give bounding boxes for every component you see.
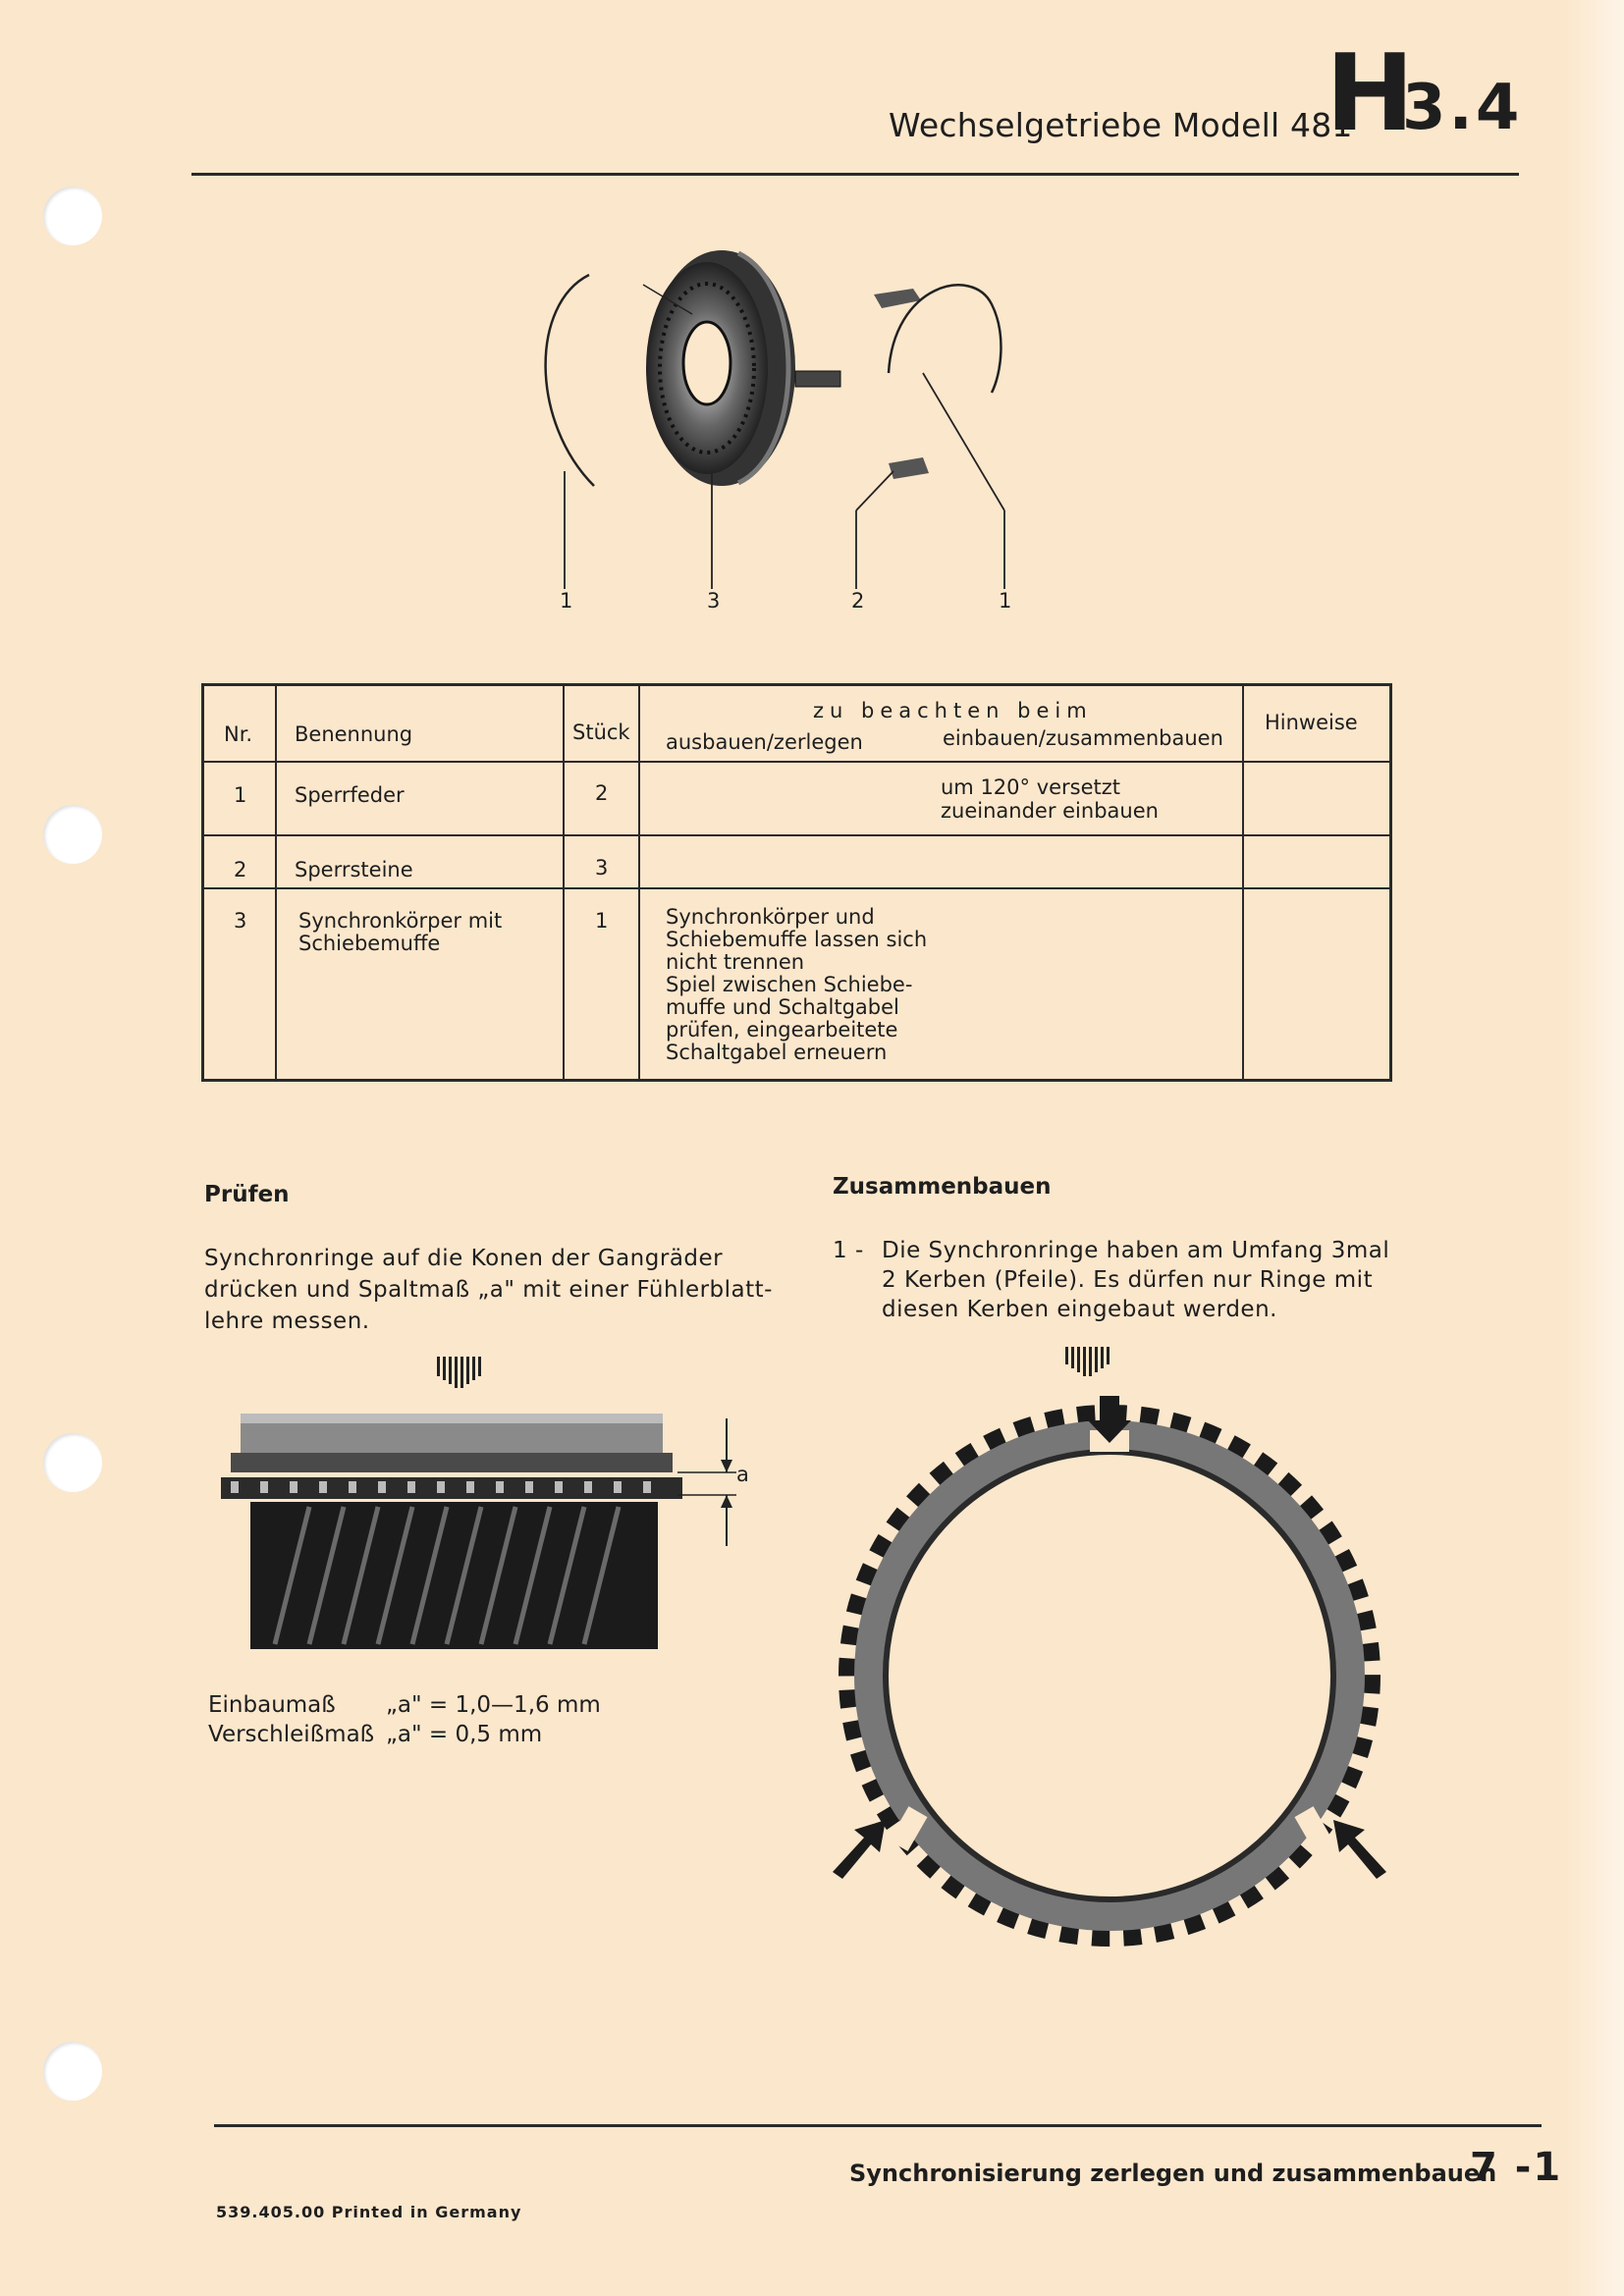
- header-nr: Nr.: [224, 722, 253, 746]
- pruefen-title: Prüfen: [204, 1182, 290, 1207]
- callout-2: 2: [851, 589, 865, 613]
- row3-remove-2: Schiebemuffe lassen sich: [666, 928, 928, 951]
- header-ausbauen: ausbauen/zerlegen: [666, 730, 863, 754]
- row3-remove-5: muffe und Schaltgabel: [666, 995, 899, 1019]
- row3-remove-1: Synchronkörper und: [666, 905, 875, 929]
- punch-hole-1: [43, 187, 102, 245]
- header-stueck: Stück: [572, 721, 630, 744]
- verschleissmass-label: Verschleißmaß: [208, 1722, 375, 1747]
- zusammenbauen-title: Zusammenbauen: [833, 1174, 1052, 1200]
- footer-title: Synchronisierung zerlegen und zusammenbauen: [849, 2160, 1497, 2187]
- verschleissmass-value: „a" = 0,5 mm: [386, 1722, 543, 1747]
- page-edge-shade: [1565, 0, 1624, 2296]
- row1-install-2: zueinander einbauen: [941, 799, 1159, 823]
- row2-qty: 3: [595, 856, 609, 880]
- zusammenbauen-line-1: Die Synchronringe haben am Umfang 3mal: [882, 1238, 1390, 1263]
- footer-rule: [214, 2124, 1542, 2127]
- row3-remove-3: nicht trennen: [666, 950, 805, 974]
- document-title: Wechselgetriebe Modell 481: [889, 106, 1353, 144]
- print-note: 539.405.00 Printed in Germany: [216, 2203, 522, 2221]
- row1-name: Sperrfeder: [295, 783, 405, 807]
- punch-hole-4: [43, 2042, 102, 2101]
- row3-remove-4: Spiel zwischen Schiebe-: [666, 973, 913, 996]
- pruefen-line-1: Synchronringe auf die Konen der Gangräder: [204, 1246, 724, 1271]
- row1-install-1: um 120° versetzt: [941, 775, 1121, 799]
- header-einbauen: einbauen/zusammenbauen: [943, 726, 1223, 750]
- row3-nr: 3: [234, 909, 247, 933]
- row3-name-2: Schiebemuffe: [298, 932, 441, 955]
- row2-nr: 2: [234, 858, 247, 881]
- callout-1-left: 1: [560, 589, 573, 613]
- callout-1-right: 1: [999, 589, 1012, 613]
- header-rule: [191, 173, 1519, 176]
- row1-nr: 1: [234, 783, 247, 807]
- einbaumass-label: Einbaumaß: [208, 1692, 336, 1718]
- einbaumass-value: „a" = 1,0—1,6 mm: [386, 1692, 601, 1718]
- zusammenbauen-line-3: diesen Kerben eingebaut werden.: [882, 1297, 1277, 1322]
- gear-gap-measurement-figure: [216, 1340, 766, 1654]
- section-letter: H: [1326, 32, 1415, 155]
- parts-table: [201, 683, 1392, 1082]
- row1-qty: 2: [595, 781, 609, 805]
- page-number: 7 -1: [1470, 2145, 1563, 2190]
- row3-qty: 1: [595, 909, 609, 933]
- pruefen-line-2: drücken und Spaltmaß „a" mit einer Fühlerblatt-: [204, 1277, 773, 1303]
- row3-remove-7: Schaltgabel erneuern: [666, 1041, 888, 1064]
- row2-name: Sperrsteine: [295, 858, 413, 881]
- zusammenbauen-line-2: 2 Kerben (Pfeile). Es dürfen nur Ringe mit: [882, 1267, 1374, 1293]
- punch-hole-2: [43, 805, 102, 864]
- header-hinweise: Hinweise: [1265, 711, 1358, 734]
- synchro-ring-notches-figure: [825, 1337, 1394, 1975]
- header-benennung: Benennung: [295, 722, 413, 746]
- section-number: 3.4: [1402, 72, 1523, 144]
- synchronizer-exploded-view: [511, 226, 1060, 618]
- callout-3: 3: [707, 589, 721, 613]
- step-1-number: 1 -: [833, 1238, 864, 1263]
- row3-name-1: Synchronkörper mit: [298, 909, 503, 933]
- gap-dimension-label: a: [736, 1463, 749, 1486]
- row3-remove-6: prüfen, eingearbeitete: [666, 1018, 898, 1041]
- punch-hole-3: [43, 1433, 102, 1492]
- pruefen-line-3: lehre messen.: [204, 1308, 370, 1334]
- header-zu-beachten: zu beachten beim: [813, 699, 1093, 722]
